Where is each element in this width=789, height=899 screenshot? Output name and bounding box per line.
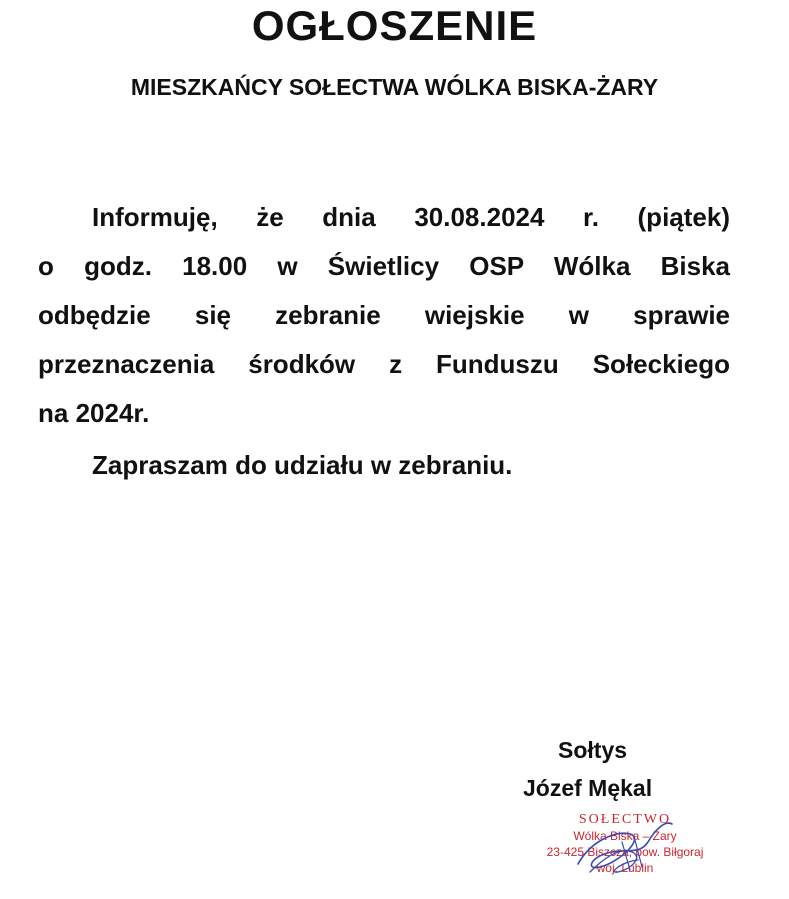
- body-line: odbędzie się zebranie wiejskie w sprawie: [38, 300, 730, 330]
- stamp-line: SOŁECTWO: [578, 812, 672, 827]
- handwritten-signature: [560, 812, 680, 882]
- announcement-subtitle: MIESZKAŃCY SOŁECTWA WÓLKA BISKA-ŻARY: [130, 74, 659, 100]
- body-line: o godz. 18.00 w Świetlicy OSP Wólka Biska: [38, 251, 730, 281]
- body-line: Informuję, że dnia 30.08.2024 r. (piątek): [92, 202, 730, 232]
- invitation-text: Zapraszam do udziału w zebraniu.: [92, 450, 513, 480]
- body-line: na 2024r.: [38, 398, 150, 428]
- stamp-line: Wólka Biska – Żary: [573, 829, 677, 843]
- announcement-title: OGŁOSZENIE: [251, 2, 538, 49]
- signature-role: Sołtys: [558, 737, 628, 763]
- signature-name: Józef Mękal: [523, 775, 653, 801]
- stamp-line: 23-425 Biszcza, pow. Biłgoraj: [546, 845, 704, 859]
- announcement-body: [38, 193, 730, 438]
- stamp-line: woj. Lublin: [596, 861, 654, 875]
- body-line: przeznaczenia środków z Funduszu Sołeckiego: [38, 349, 730, 379]
